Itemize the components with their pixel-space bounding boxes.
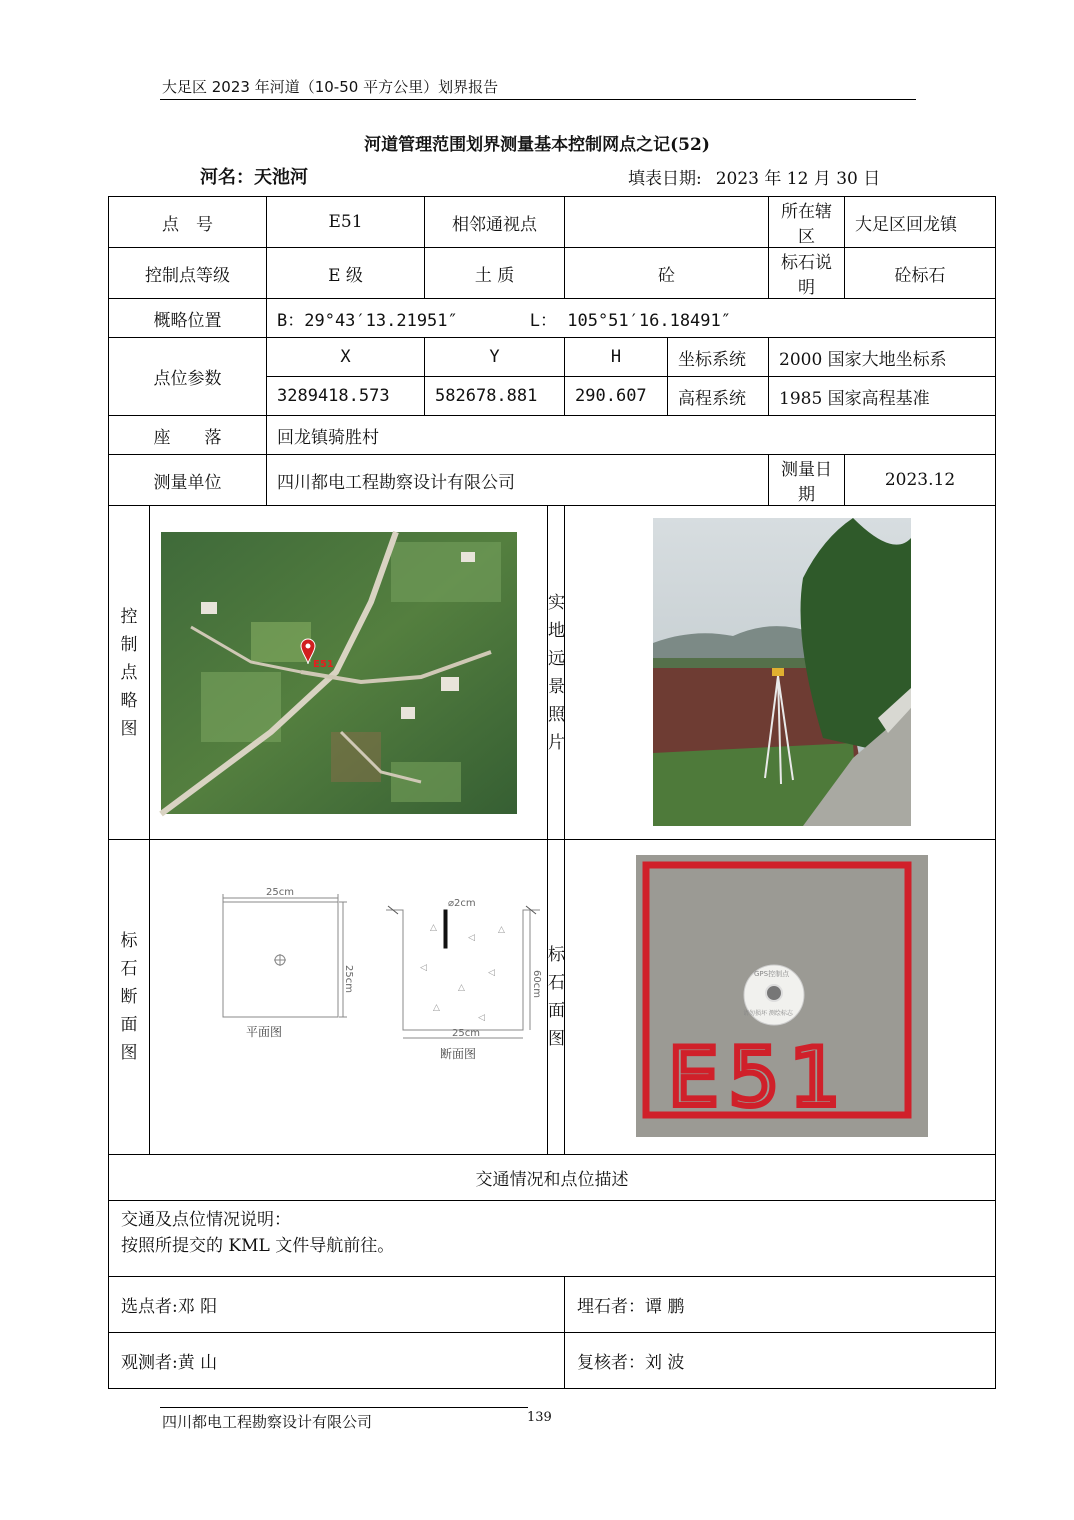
svg-text:△: △ xyxy=(430,923,437,933)
observer: 观测者:黄 山 xyxy=(109,1333,565,1389)
adjacent-label: 相邻通视点 xyxy=(425,197,565,248)
site-value: 回龙镇骑胜村 xyxy=(267,416,996,455)
traffic-description xyxy=(109,1201,996,1277)
section-dim-height: 60cm xyxy=(531,970,542,998)
marker-desc-label: 标石说明 xyxy=(769,248,845,299)
location-value xyxy=(267,299,996,338)
satellite-map xyxy=(161,532,517,814)
marker-section-drawing xyxy=(168,880,542,1130)
footer-company: 四川都电工程勘察设计有限公司 xyxy=(162,1413,373,1431)
adjacent-value xyxy=(565,197,769,248)
svg-text:△: △ xyxy=(433,1003,440,1013)
elev-sys-value: 1985 国家高程基准 xyxy=(769,377,996,416)
sketch-label-text: 控 制 点 略 图 xyxy=(120,606,138,739)
face-paint-text: E51 xyxy=(668,1031,851,1124)
plan-dim-height: 25cm xyxy=(343,965,354,993)
marker-desc-value: 砼标石 xyxy=(845,248,996,299)
svg-text:◁: ◁ xyxy=(468,933,475,943)
marker-face-photo xyxy=(636,855,928,1137)
coord-sys-label: 坐标系统 xyxy=(668,338,769,377)
control-point-table xyxy=(108,196,996,1389)
river-name: 河名：天池河 xyxy=(200,167,308,188)
traffic-line-1: 交通及点位情况说明： xyxy=(121,1210,291,1230)
h-value: 290.607 xyxy=(565,377,668,416)
section-dim-top: ⌀2cm xyxy=(448,898,476,909)
header-rule xyxy=(160,99,916,100)
h-label: H xyxy=(565,338,668,377)
photo-label-text: 实 地 远 景 照 片 xyxy=(548,592,566,753)
traffic-line-2: 按照所提交的 KML 文件导航前往。 xyxy=(121,1236,395,1256)
district-label: 所在辖区 xyxy=(769,197,845,248)
latitude: B：29°43′13.21951″ xyxy=(277,310,458,331)
plan-view xyxy=(223,894,347,1017)
section-view xyxy=(386,906,540,1038)
reviewer: 复核者：刘 波 xyxy=(565,1333,996,1389)
svg-text:◁: ◁ xyxy=(420,963,427,973)
plan-dim-width: 25cm xyxy=(266,887,294,898)
x-value: 3289418.573 xyxy=(267,377,425,416)
site-photo-cell xyxy=(565,506,996,840)
gps-disc-icon xyxy=(743,965,804,1025)
photo-label xyxy=(548,506,565,840)
point-no-label: 点 号 xyxy=(109,197,267,248)
section-dim-width: 25cm xyxy=(452,1028,480,1039)
face-label xyxy=(548,840,565,1155)
location-label: 概略位置 xyxy=(109,299,267,338)
burier: 埋石者：谭 鹏 xyxy=(565,1277,996,1333)
unit-label: 测量单位 xyxy=(109,455,267,506)
svg-text:△: △ xyxy=(458,983,465,993)
section-caption: 断面图 xyxy=(440,1047,477,1061)
report-header: 大足区 2023 年河道（10-50 平方公里）划界报告 xyxy=(162,78,499,96)
sketch-label xyxy=(109,506,150,840)
disc-text-bottom: 请勿损坏 测绘标志 xyxy=(743,1010,793,1017)
document-title: 河道管理范围划界测量基本控制网点之记(52) xyxy=(364,135,710,155)
x-label: X xyxy=(267,338,425,377)
sketch-map-cell xyxy=(150,506,548,840)
soil-value: 砼 xyxy=(565,248,769,299)
point-no-value: E51 xyxy=(267,197,425,248)
svg-text:◁: ◁ xyxy=(478,1013,485,1023)
survey-date-value: 2023.12 xyxy=(845,455,996,506)
params-label: 点位参数 xyxy=(109,338,267,416)
elev-sys-label: 高程系统 xyxy=(668,377,769,416)
disc-text-top: GPS控制点 xyxy=(754,970,790,978)
fill-date-value: 2023 年 12 月 30 日 xyxy=(715,169,881,189)
grade-value: E 级 xyxy=(267,248,425,299)
fill-date xyxy=(628,164,880,189)
map-marker-label: E51 xyxy=(313,659,334,670)
coord-sys-value: 2000 国家大地坐标系 xyxy=(769,338,996,377)
y-value: 582678.881 xyxy=(425,377,565,416)
footer-rule xyxy=(160,1407,528,1408)
y-label: Y xyxy=(425,338,565,377)
page-number: 139 xyxy=(527,1410,552,1425)
longitude: L： 105°51′16.18491″ xyxy=(529,310,731,331)
section-label xyxy=(109,840,150,1155)
traffic-section-title: 交通情况和点位描述 xyxy=(109,1155,996,1201)
svg-text:◁: ◁ xyxy=(488,968,495,978)
soil-label: 土 质 xyxy=(425,248,565,299)
face-label-text: 标 石 面 图 xyxy=(548,945,566,1049)
district-value: 大足区回龙镇 xyxy=(845,197,996,248)
site-label: 座 落 xyxy=(109,416,267,455)
fill-date-label: 填表日期: xyxy=(628,169,702,189)
marker-face-cell xyxy=(565,840,996,1155)
section-drawing-cell xyxy=(150,840,548,1155)
plan-caption: 平面图 xyxy=(246,1025,283,1039)
svg-text:△: △ xyxy=(498,925,505,935)
site-photo xyxy=(653,518,911,826)
unit-value: 四川都电工程勘察设计有限公司 xyxy=(267,455,769,506)
section-label-text: 标 石 断 面 图 xyxy=(120,931,138,1063)
survey-date-label: 测量日期 xyxy=(769,455,845,506)
selector: 选点者:邓 阳 xyxy=(109,1277,565,1333)
grade-label: 控制点等级 xyxy=(109,248,267,299)
